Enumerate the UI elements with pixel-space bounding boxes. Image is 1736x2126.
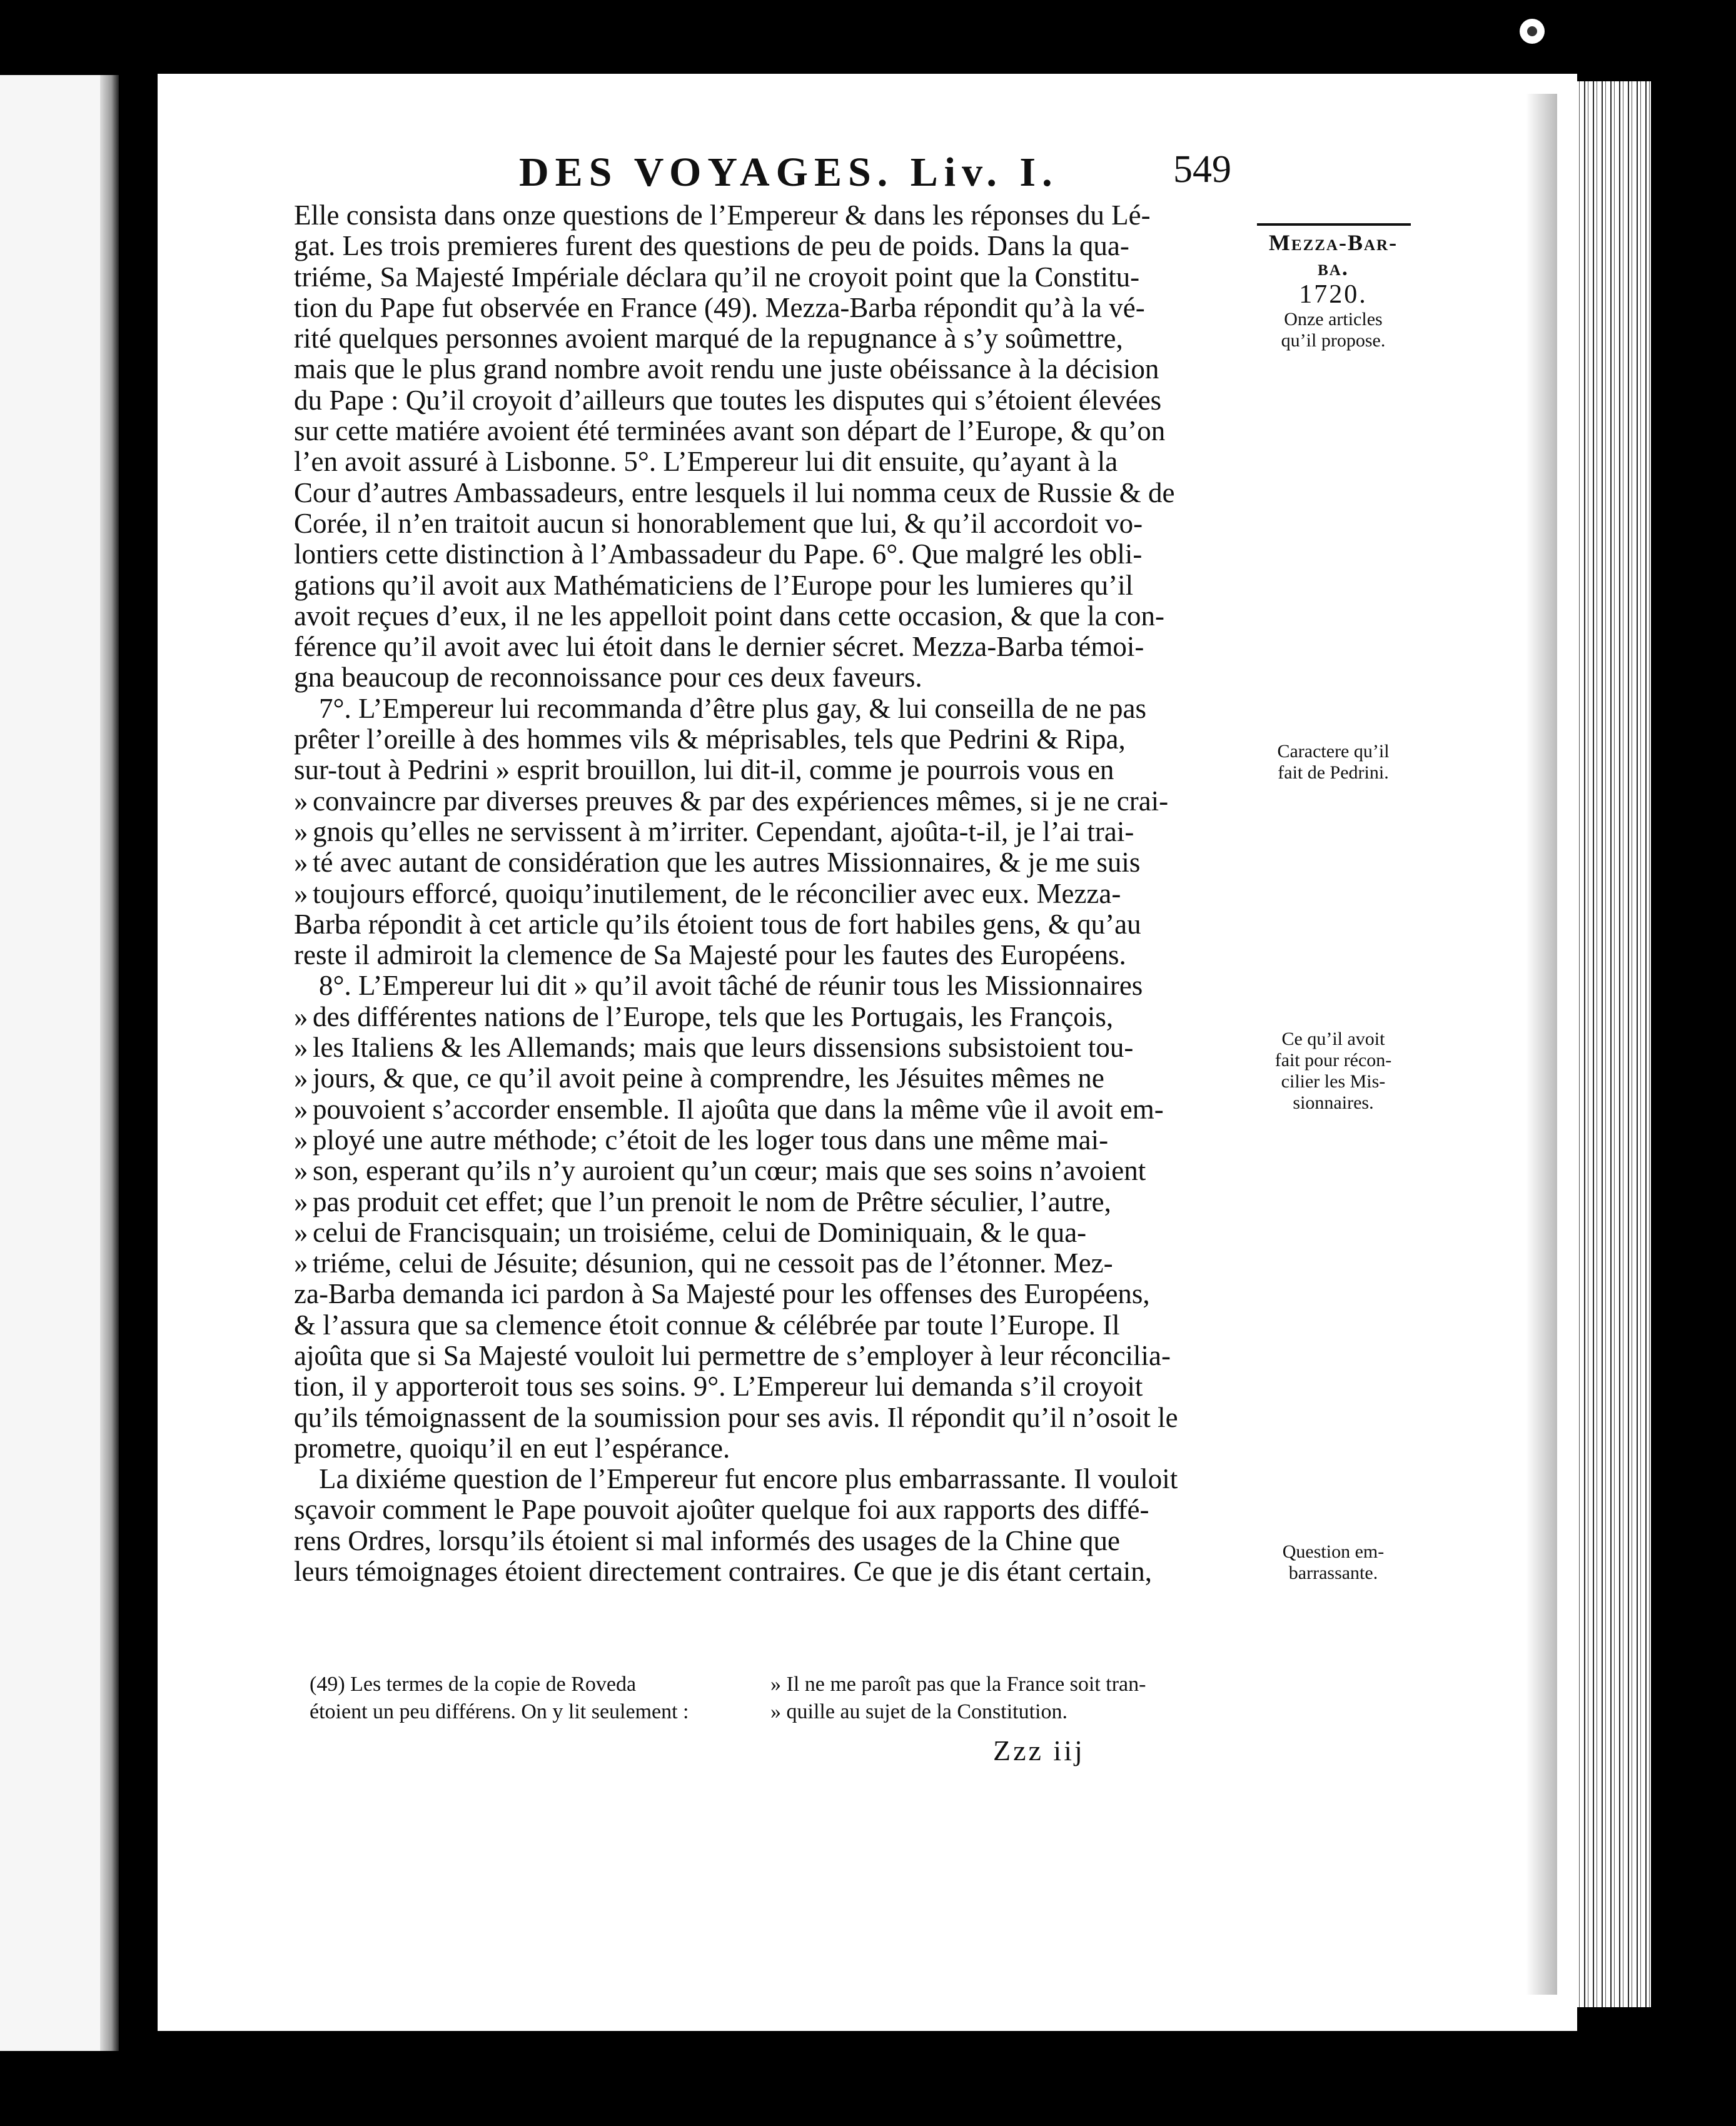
text-line: toujours efforcé, quoiqu’inutilement, de le réconcilier avec eux. Mezza- <box>313 878 1121 909</box>
text-line: sur-tout à Pedrini » esprit brouillon, lui dit-il, comme je pourrois vous en <box>294 755 1114 786</box>
quote-mark: » <box>294 1124 308 1156</box>
footnote-line: » Il ne me paroît pas que la France soit tran- <box>770 1673 1146 1696</box>
text-line: ajoûta que si Sa Majesté vouloit lui permettre de s’employer à leur réconcilia- <box>294 1340 1171 1371</box>
text-line: prometre, quoiqu’il en eut l’espérance. <box>294 1433 730 1464</box>
binding-gutter <box>100 75 119 2051</box>
text-line: triéme, celui de Jésuite; désunion, qui ne cessoit pas de l’étonner. Mez- <box>313 1248 1113 1279</box>
quoted-line <box>294 1094 1251 1125</box>
text-line: rens Ordres, lorsqu’ils étoient si mal informés des usages de la Chine que <box>294 1525 1120 1556</box>
text-line: sçavoir comment le Pape pouvoit ajoûter quelque foi aux rapports des diffé- <box>294 1494 1149 1526</box>
quoted-line <box>294 1248 1251 1279</box>
margin-note-text: fait pour récon- <box>1274 1050 1392 1071</box>
quoted-line <box>294 1125 1251 1156</box>
header-rule <box>1257 223 1411 226</box>
quoted-line <box>294 1032 1251 1063</box>
text-line: avoit reçues d’eux, il ne les appelloit point dans cette occasion, & que la con- <box>294 600 1165 632</box>
quoted-line <box>294 1063 1251 1094</box>
footnote-line: » quille au sujet de la Constitution. <box>770 1700 1068 1723</box>
margin-note-text: sionnaires. <box>1293 1092 1374 1113</box>
text-line: férence qu’il avoit avec lui étoit dans le dernier sécret. Mezza-Barba témoi- <box>294 632 1144 663</box>
quote-mark: » <box>294 1217 308 1248</box>
text-line: qu’ils témoignassent de la soumission pour ses avis. Il répondit qu’il n’osoit le <box>294 1402 1178 1433</box>
quote-mark: » <box>294 847 308 879</box>
margin-note-text: barrassante. <box>1288 1563 1378 1583</box>
text-line: mais que le plus grand nombre avoit rendu une juste obéissance à la décision <box>294 354 1159 385</box>
quote-mark: » <box>294 1248 308 1279</box>
quote-mark: » <box>294 816 308 847</box>
text-line: pouvoient s’accorder ensemble. Il ajoûta que dans la même vûe il avoit em- <box>313 1094 1164 1125</box>
text-line: les Italiens & les Allemands; mais que leurs dissensions subsistoient tou- <box>313 1032 1134 1064</box>
quoted-line <box>294 817 1251 847</box>
text-line: gnois qu’elles ne servissent à m’irriter. Cependant, ajoûta-t-il, je l’ai trai- <box>313 816 1134 847</box>
page-number: 549 <box>1173 148 1231 191</box>
text-line: ployé une autre méthode; c’étoit de les loger tous dans une même mai- <box>313 1124 1109 1156</box>
page-edge-shadow <box>1526 94 1557 1995</box>
text-line: tion, il y apporteroit tous ses soins. 9°. L’Empereur lui demanda s’il croyoit <box>294 1371 1143 1403</box>
signature-mark: Zzz iij <box>993 1735 1085 1766</box>
margin-note-text: Onze articles <box>1284 309 1383 330</box>
margin-note-text: Ce qu’il avoit <box>1281 1029 1385 1049</box>
footnote-line: étoient un peu différens. On y lit seulement : <box>310 1700 689 1723</box>
text-line: gations qu’il avoit aux Mathématiciens de l’Europe pour les lumieres qu’il <box>294 570 1134 601</box>
text-line: té avec autant de considération que les autres Missionnaires, & je me suis <box>313 847 1141 879</box>
margin-note-pedrini <box>1258 741 1408 783</box>
quote-mark: » <box>294 1032 308 1064</box>
quoted-line <box>294 847 1251 878</box>
text-line: Cour d’autres Ambassadeurs, entre lesquels il lui nomma ceux de Russie & de <box>294 477 1175 508</box>
quote-mark: » <box>294 1094 308 1125</box>
quote-mark: » <box>294 785 308 817</box>
margin-note-head: Mezza-Bar- <box>1268 230 1398 255</box>
text-line: 7°. L’Empereur lui recommanda d’être plus gay, & lui conseilla de ne pas <box>319 693 1146 724</box>
margin-note-text: fait de Pedrini. <box>1278 762 1389 783</box>
text-line: lontiers cette distinction à l’Ambassadeur du Pape. 6°. Que malgré les obli- <box>294 539 1143 570</box>
footnote-right <box>770 1671 1146 1726</box>
text-line: Corée, il n’en traitoit aucun si honorablement que lui, & qu’il accordoit vo- <box>294 508 1143 539</box>
quote-mark: » <box>294 1156 308 1187</box>
quote-mark: » <box>294 1063 308 1094</box>
quote-mark: » <box>294 1001 308 1032</box>
text-line: za-Barba demanda ici pardon à Sa Majesté pour les offenses des Européens, <box>294 1279 1150 1310</box>
text-line: celui de Francisquain; un troisiéme, celui de Dominiquain, & le qua- <box>313 1217 1087 1248</box>
margin-note-question <box>1258 1541 1408 1584</box>
quoted-line <box>294 786 1251 817</box>
text-line: l’en avoit assuré à Lisbonne. 5°. L’Empereur lui dit ensuite, qu’ayant à la <box>294 446 1118 478</box>
quote-mark: » <box>294 1186 308 1217</box>
text-line: tion du Pape fut observée en France (49). Mezza-Barba répondit qu’à la vé- <box>294 292 1145 323</box>
text-line: son, esperant qu’ils n’y auroient qu’un cœur; mais que ses soins n’avoient <box>313 1156 1146 1187</box>
margin-note-text: Question em- <box>1282 1541 1385 1562</box>
quoted-line <box>294 1002 1251 1032</box>
text-line: triéme, Sa Majesté Impériale déclara qu’il ne croyoit point que la Constitu- <box>294 261 1140 293</box>
text-line: Elle consista dans onze questions de l’Empereur & dans les réponses du Lé- <box>294 200 1151 231</box>
quoted-line <box>294 1217 1251 1248</box>
text-line: rité quelques personnes avoient marqué de la repugnance à s’y soûmettre, <box>294 323 1123 355</box>
quoted-line <box>294 1156 1251 1186</box>
text-line: La dixiéme question de l’Empereur fut encore plus embarrassante. Il vouloit <box>319 1464 1178 1495</box>
text-line: gat. Les trois premieres furent des questions de peu de poids. Dans la qua- <box>294 231 1129 262</box>
footnote-left <box>310 1671 689 1726</box>
text-line: & l’assura que sa clemence étoit connue & célébrée par toute l’Europe. Il <box>294 1309 1120 1341</box>
quote-mark: » <box>294 878 308 909</box>
text-line: jours, & que, ce qu’il avoit peine à comprendre, les Jésuites mêmes ne <box>313 1063 1104 1094</box>
text-line: pas produit cet effet; que l’un prenoit le nom de Prêtre séculier, l’autre, <box>313 1186 1111 1217</box>
margin-note-year: 1720. <box>1299 280 1368 309</box>
margin-note-mezza-barba <box>1258 230 1408 351</box>
text-line: prêter l’oreille à des hommes vils & méprisables, tels que Pedrini & Ripa, <box>294 724 1126 755</box>
margin-note-text: qu’il propose. <box>1281 330 1386 351</box>
text-line: reste il admiroit la clemence de Sa Majesté pour les fautes des Européens. <box>294 940 1126 971</box>
text-line: sur cette matiére avoient été terminées avant son départ de l’Europe, & qu’on <box>294 416 1166 447</box>
running-head: DES VOYAGES. Liv. I. <box>519 149 1059 195</box>
text-line: du Pape : Qu’il croyoit d’ailleurs que toutes les disputes qui s’étoient élevées <box>294 385 1162 416</box>
text-line: leurs témoignages étoient directement contraires. Ce que je dis étant certain, <box>294 1556 1152 1588</box>
margin-note-text: cilier les Mis- <box>1281 1071 1386 1092</box>
quoted-line <box>294 1187 1251 1217</box>
footnote-line: (49) Les termes de la copie de Roveda <box>310 1673 637 1696</box>
text-line: Barba répondit à cet article qu’ils étoient tous de fort habiles gens, & qu’au <box>294 909 1141 940</box>
scan-corner-mark <box>1520 19 1545 44</box>
text-line: 8°. L’Empereur lui dit » qu’il avoit tâché de réunir tous les Missionnaires <box>319 970 1143 1002</box>
quoted-line <box>294 879 1251 909</box>
margin-note-head: ba. <box>1318 255 1349 280</box>
body-text <box>294 200 1251 1587</box>
text-line: gna beaucoup de reconnoissance pour ces deux faveurs. <box>294 662 922 693</box>
margin-note-text: Caractere qu’il <box>1277 741 1390 762</box>
text-line: convaincre par diverses preuves & par des expériences mêmes, si je ne crai- <box>313 785 1169 817</box>
margin-note-missionaires <box>1258 1029 1408 1114</box>
text-line: des différentes nations de l’Europe, tels que les Portugais, les François, <box>313 1001 1114 1032</box>
